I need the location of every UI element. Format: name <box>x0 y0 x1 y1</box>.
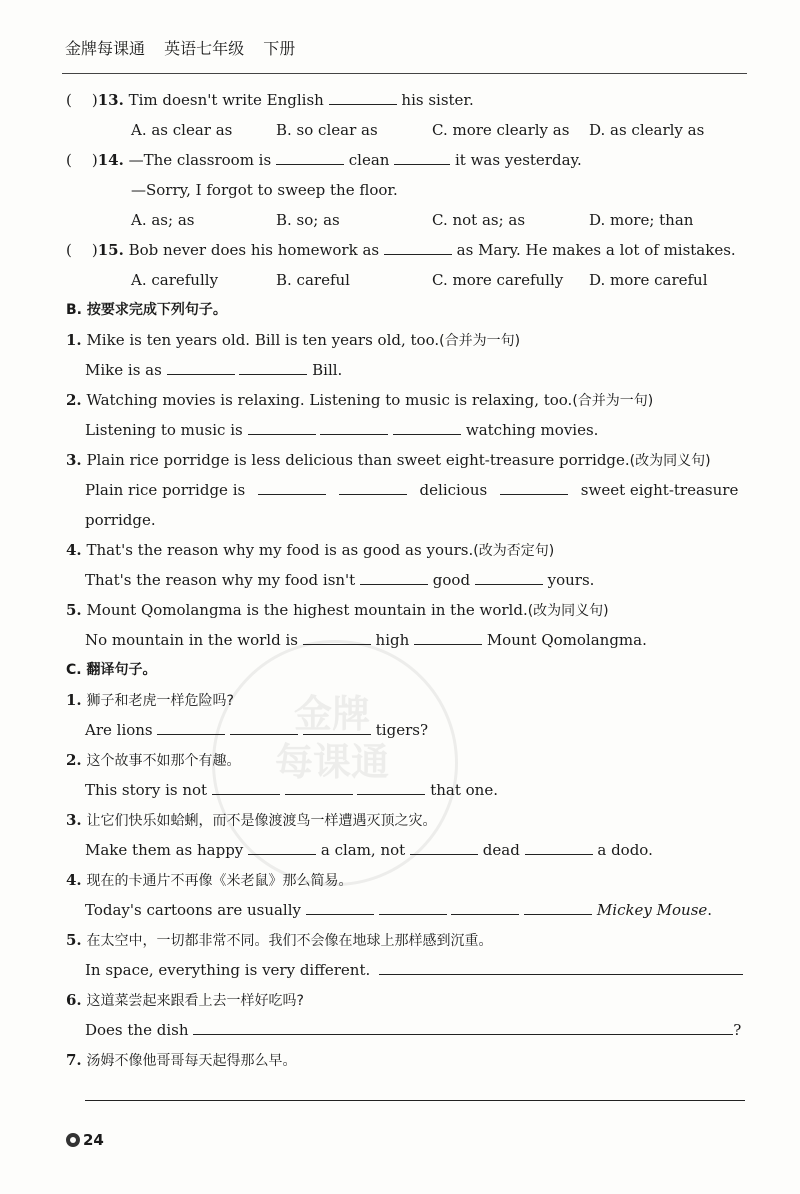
answer-blank[interactable] <box>525 840 593 855</box>
answer-blank[interactable] <box>357 780 425 795</box>
b-item-5-answer <box>85 630 647 650</box>
answer-blank[interactable] <box>306 900 374 915</box>
answer-text: Mount Qomolangma. <box>486 631 647 649</box>
c-item-1 <box>66 690 234 711</box>
item-text: Mike is ten years old. Bill is ten years old, too. <box>86 331 440 349</box>
answer-text: Does the dish <box>85 1021 189 1039</box>
option-b[interactable]: B. careful <box>276 271 350 289</box>
b-item-3-answer <box>85 480 738 500</box>
option-a[interactable]: A. carefully <box>131 271 219 289</box>
c-item-6 <box>66 990 304 1011</box>
question-14 <box>66 150 582 170</box>
option-c[interactable]: C. more clearly as <box>432 121 570 139</box>
c-item-5 <box>66 930 492 951</box>
question-text: it was yesterday. <box>455 151 582 169</box>
item-number: 4. <box>66 541 82 559</box>
answer-blank[interactable] <box>475 570 543 585</box>
answer-blank[interactable] <box>524 900 592 915</box>
question-text: as Mary. He makes a lot of mistakes. <box>456 241 736 259</box>
c-item-5-answer <box>85 960 743 980</box>
item-instruction: (合并为一句) <box>572 393 654 409</box>
b-item-3 <box>66 450 711 471</box>
b-item-4-answer <box>85 570 594 590</box>
item-chinese: 现在的卡通片不再像《米老鼠》那么简易。 <box>86 873 353 889</box>
answer-blank[interactable] <box>451 900 519 915</box>
c-item-4 <box>66 870 352 891</box>
answer-text: delicious <box>419 481 488 499</box>
answer-text: yours. <box>547 571 595 589</box>
answer-text: dead <box>482 841 520 859</box>
answer-text-italic: Mickey Mouse <box>596 901 708 919</box>
item-number: 1. <box>66 691 82 709</box>
b-item-1-answer <box>85 360 342 380</box>
answer-text: watching movies. <box>465 421 599 439</box>
answer-line[interactable] <box>85 1100 745 1101</box>
answer-text: that one. <box>430 781 498 799</box>
header-rule <box>62 73 747 74</box>
item-number: 2. <box>66 391 82 409</box>
answer-text: Make them as happy <box>85 841 244 859</box>
item-number: 5. <box>66 931 82 949</box>
item-instruction: (改为同义句) <box>629 453 711 469</box>
answer-paren-open: ( <box>66 151 72 169</box>
option-d[interactable]: D. more; than <box>589 211 694 229</box>
answer-punctuation: . <box>707 901 713 919</box>
answer-blank[interactable] <box>157 720 225 735</box>
item-number: 2. <box>66 751 82 769</box>
option-a[interactable]: A. as clear as <box>131 121 233 139</box>
option-b[interactable]: B. so; as <box>276 211 340 229</box>
answer-blank[interactable] <box>379 900 447 915</box>
answer-paren-open: ( <box>66 241 72 259</box>
answer-blank[interactable] <box>410 840 478 855</box>
answer-paren-close: ) <box>91 151 98 169</box>
page-number-text: 24 <box>83 1131 104 1149</box>
item-instruction: (合并为一句) <box>439 333 521 349</box>
question-text: his sister. <box>401 91 474 109</box>
b-item-5 <box>66 600 609 621</box>
item-text: Mount Qomolangma is the highest mountain in the world. <box>86 601 528 619</box>
option-c[interactable]: C. more carefully <box>432 271 564 289</box>
answer-blank[interactable] <box>320 420 388 435</box>
answer-text: In space, everything is very different. <box>85 961 371 979</box>
answer-text: Are lions <box>85 721 153 739</box>
item-number: 4. <box>66 871 82 889</box>
answer-blank[interactable] <box>414 630 482 645</box>
question-14-reply: —Sorry, I forgot to sweep the floor. <box>131 181 398 199</box>
answer-blank[interactable] <box>500 480 568 495</box>
item-number: 5. <box>66 601 82 619</box>
answer-text: sweet eight-treasure <box>580 481 739 499</box>
item-number: 6. <box>66 991 82 1009</box>
answer-text: Mike is as <box>85 361 162 379</box>
question-number: 15. <box>97 241 124 259</box>
c-item-1-answer <box>85 720 428 740</box>
question-text: clean <box>348 151 390 169</box>
answer-paren-close: ) <box>91 91 98 109</box>
answer-text: Bill. <box>312 361 343 379</box>
question-15 <box>66 240 736 260</box>
answer-blank[interactable] <box>339 480 407 495</box>
option-d[interactable]: D. more careful <box>589 271 708 289</box>
flower-icon <box>66 1133 80 1147</box>
section-c-title: C. 翻译句子。 <box>66 662 157 678</box>
answer-text: tigers? <box>375 721 428 739</box>
answer-text: Listening to music is <box>85 421 243 439</box>
question-text: Tim doesn't write English <box>128 91 324 109</box>
b-item-2 <box>66 390 653 411</box>
item-text: Watching movies is relaxing. Listening to music is relaxing, too. <box>86 391 573 409</box>
answer-blank[interactable] <box>193 1020 733 1035</box>
question-text: Bob never does his homework as <box>128 241 380 259</box>
answer-blank[interactable] <box>394 150 450 165</box>
answer-blank[interactable] <box>276 150 344 165</box>
answer-blank[interactable] <box>239 360 307 375</box>
question-number: 13. <box>97 91 124 109</box>
question-text: —The classroom is <box>128 151 272 169</box>
item-chinese: 这道菜尝起来跟看上去一样好吃吗? <box>86 993 304 1009</box>
section-b-title: B. 按要求完成下列句子。 <box>66 302 227 318</box>
answer-blank[interactable] <box>360 570 428 585</box>
answer-text: a dodo. <box>597 841 653 859</box>
b-item-1 <box>66 330 520 351</box>
item-number: 7. <box>66 1051 82 1069</box>
answer-text: No mountain in the world is <box>85 631 298 649</box>
answer-blank[interactable] <box>248 840 316 855</box>
answer-paren-open: ( <box>66 91 72 109</box>
option-c[interactable]: C. not as; as <box>432 211 526 229</box>
book-title: 金牌每课通 <box>65 39 146 58</box>
answer-text: This story is not <box>85 781 208 799</box>
question-number: 14. <box>97 151 124 169</box>
answer-blank[interactable] <box>258 480 326 495</box>
item-chinese: 狮子和老虎一样危险吗? <box>86 693 234 709</box>
item-chinese: 在太空中，一切都非常不同。我们不会像在地球上那样感到沉重。 <box>86 933 493 949</box>
item-number: 3. <box>66 811 82 829</box>
answer-blank[interactable] <box>248 420 316 435</box>
c-item-6-answer <box>85 1020 741 1040</box>
item-text: That's the reason why my food is as good as yours. <box>86 541 474 559</box>
page-number <box>66 1131 104 1149</box>
watermark-text: 金牌 每课通 <box>274 692 389 784</box>
answer-punctuation: ? <box>733 1021 742 1039</box>
item-chinese: 汤姆不像他哥哥每天起得那么早。 <box>86 1053 297 1069</box>
c-item-2-answer <box>85 780 498 800</box>
answer-text: good <box>432 571 471 589</box>
answer-blank[interactable] <box>285 780 353 795</box>
answer-blank[interactable] <box>384 240 452 255</box>
page-header <box>65 36 309 59</box>
answer-text: high <box>375 631 410 649</box>
subject-title: 英语七年级 <box>164 39 245 58</box>
option-a[interactable]: A. as; as <box>131 211 195 229</box>
volume-title: 下册 <box>263 39 296 58</box>
answer-blank[interactable] <box>379 960 743 975</box>
item-instruction: (改为同义句) <box>527 603 609 619</box>
question-13 <box>66 90 474 110</box>
answer-text: That's the reason why my food isn't <box>85 571 356 589</box>
answer-blank[interactable] <box>167 360 235 375</box>
c-item-7 <box>66 1050 296 1071</box>
answer-blank[interactable] <box>303 630 371 645</box>
answer-blank[interactable] <box>212 780 280 795</box>
b-item-3-answer-end: porridge. <box>85 511 156 529</box>
b-item-2-answer <box>85 420 598 440</box>
answer-blank[interactable] <box>230 720 298 735</box>
b-item-4 <box>66 540 554 561</box>
c-item-3-answer <box>85 840 653 860</box>
item-instruction: (改为否定句) <box>473 543 555 559</box>
item-text: Plain rice porridge is less delicious than sweet eight-treasure porridge. <box>86 451 630 469</box>
answer-text: a clam, not <box>320 841 406 859</box>
item-number: 1. <box>66 331 82 349</box>
c-item-2 <box>66 750 240 771</box>
item-chinese: 这个故事不如那个有趣。 <box>86 753 241 769</box>
answer-blank[interactable] <box>303 720 371 735</box>
item-chinese: 让它们快乐如蛤蜊，而不是像渡渡鸟一样遭遇灭顶之灾。 <box>86 813 437 829</box>
item-number: 3. <box>66 451 82 469</box>
c-item-3 <box>66 810 436 831</box>
answer-paren-close: ) <box>91 241 98 259</box>
c-item-4-answer <box>85 900 712 920</box>
answer-text: Plain rice porridge is <box>85 481 246 499</box>
answer-blank[interactable] <box>393 420 461 435</box>
answer-text: Today's cartoons are usually <box>85 901 301 919</box>
option-b[interactable]: B. so clear as <box>276 121 378 139</box>
answer-blank[interactable] <box>329 90 397 105</box>
option-d[interactable]: D. as clearly as <box>589 121 705 139</box>
